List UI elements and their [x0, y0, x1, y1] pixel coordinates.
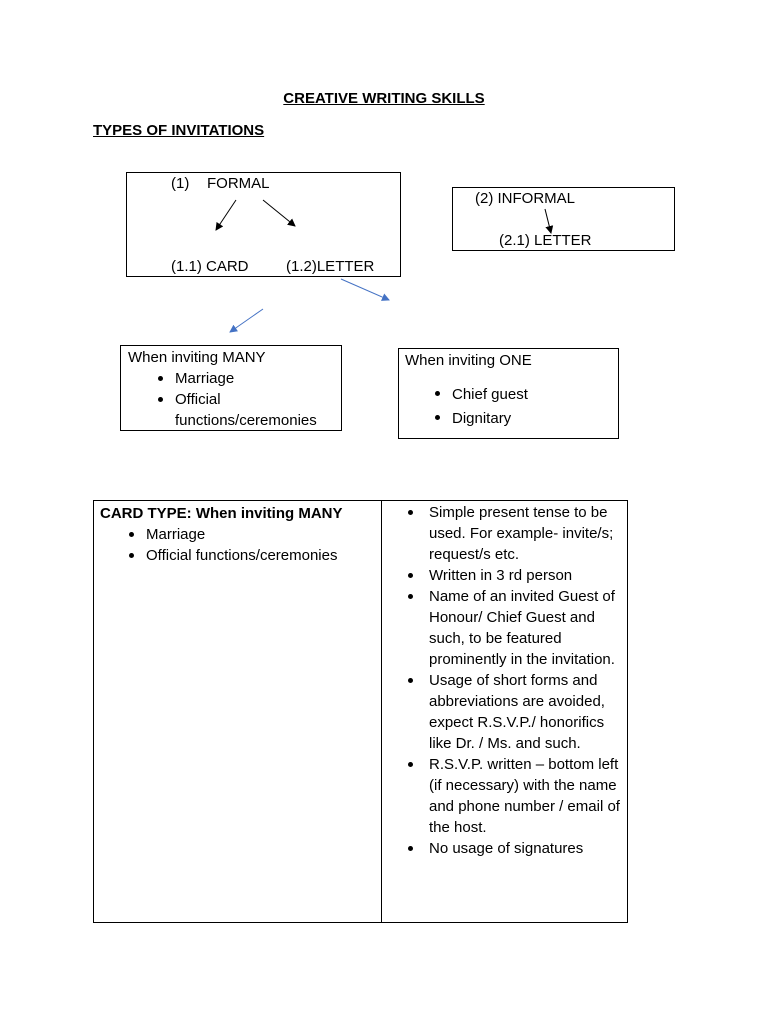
list-item: Marriage	[100, 524, 376, 545]
inviting-many-box	[120, 345, 342, 431]
list-item: Marriage	[149, 368, 341, 389]
list-item: Chief guest	[426, 383, 618, 407]
arrow-informal-to-letter	[545, 209, 551, 233]
list-item: R.S.V.P. written – bottom left (if necessary) with the name and phone number / email of the host.	[401, 754, 621, 838]
informal-label: (2) INFORMAL	[475, 190, 576, 207]
list-item: Usage of short forms and abbreviations are avoided, expect R.S.V.P./ honorifics like Dr. / Ms. and such.	[401, 670, 621, 754]
list-item: Name of an invited Guest of Honour/ Chief Guest and such, to be featured prominently in the invitation.	[401, 586, 621, 670]
inviting-one-heading: When inviting ONE	[405, 352, 532, 369]
arrow-formal-to-letter	[263, 200, 295, 226]
arrow-card-to-many	[230, 309, 263, 332]
section-heading: TYPES OF INVITATIONS	[93, 122, 265, 139]
page-title: CREATIVE WRITING SKILLS	[283, 90, 485, 107]
formal-letter-label: (1.2)LETTER	[286, 258, 375, 275]
list-item: No usage of signatures	[401, 838, 621, 859]
list-item: Simple present tense to be used. For example- invite/s; request/s etc.	[401, 502, 621, 565]
table-right-cell	[401, 502, 621, 859]
list-item: Written in 3 rd person	[401, 565, 621, 586]
list-item: Dignitary	[426, 407, 618, 431]
table-right-list	[401, 502, 621, 859]
list-item-continued: functions/ceremonies	[175, 412, 317, 429]
list-item: Official functions/ceremonies	[100, 545, 376, 566]
inviting-many-heading: When inviting MANY	[128, 349, 266, 366]
inviting-one-list	[426, 383, 618, 431]
table-column-divider	[381, 501, 382, 922]
inviting-one-box	[398, 348, 619, 439]
arrow-formal-to-card	[216, 200, 236, 230]
list-item: Official	[149, 389, 341, 410]
formal-number: (1)	[171, 175, 190, 192]
formal-card-label: (1.1) CARD	[171, 258, 249, 275]
table-left-heading: CARD TYPE: When inviting MANY	[100, 505, 343, 522]
card-type-table	[93, 500, 628, 923]
inviting-many-list	[149, 368, 341, 431]
table-left-list	[100, 524, 376, 566]
arrow-letter-to-one	[341, 279, 389, 300]
informal-letter-label: (2.1) LETTER	[499, 232, 592, 249]
formal-label: FORMAL	[207, 175, 270, 192]
table-left-cell	[100, 503, 376, 566]
